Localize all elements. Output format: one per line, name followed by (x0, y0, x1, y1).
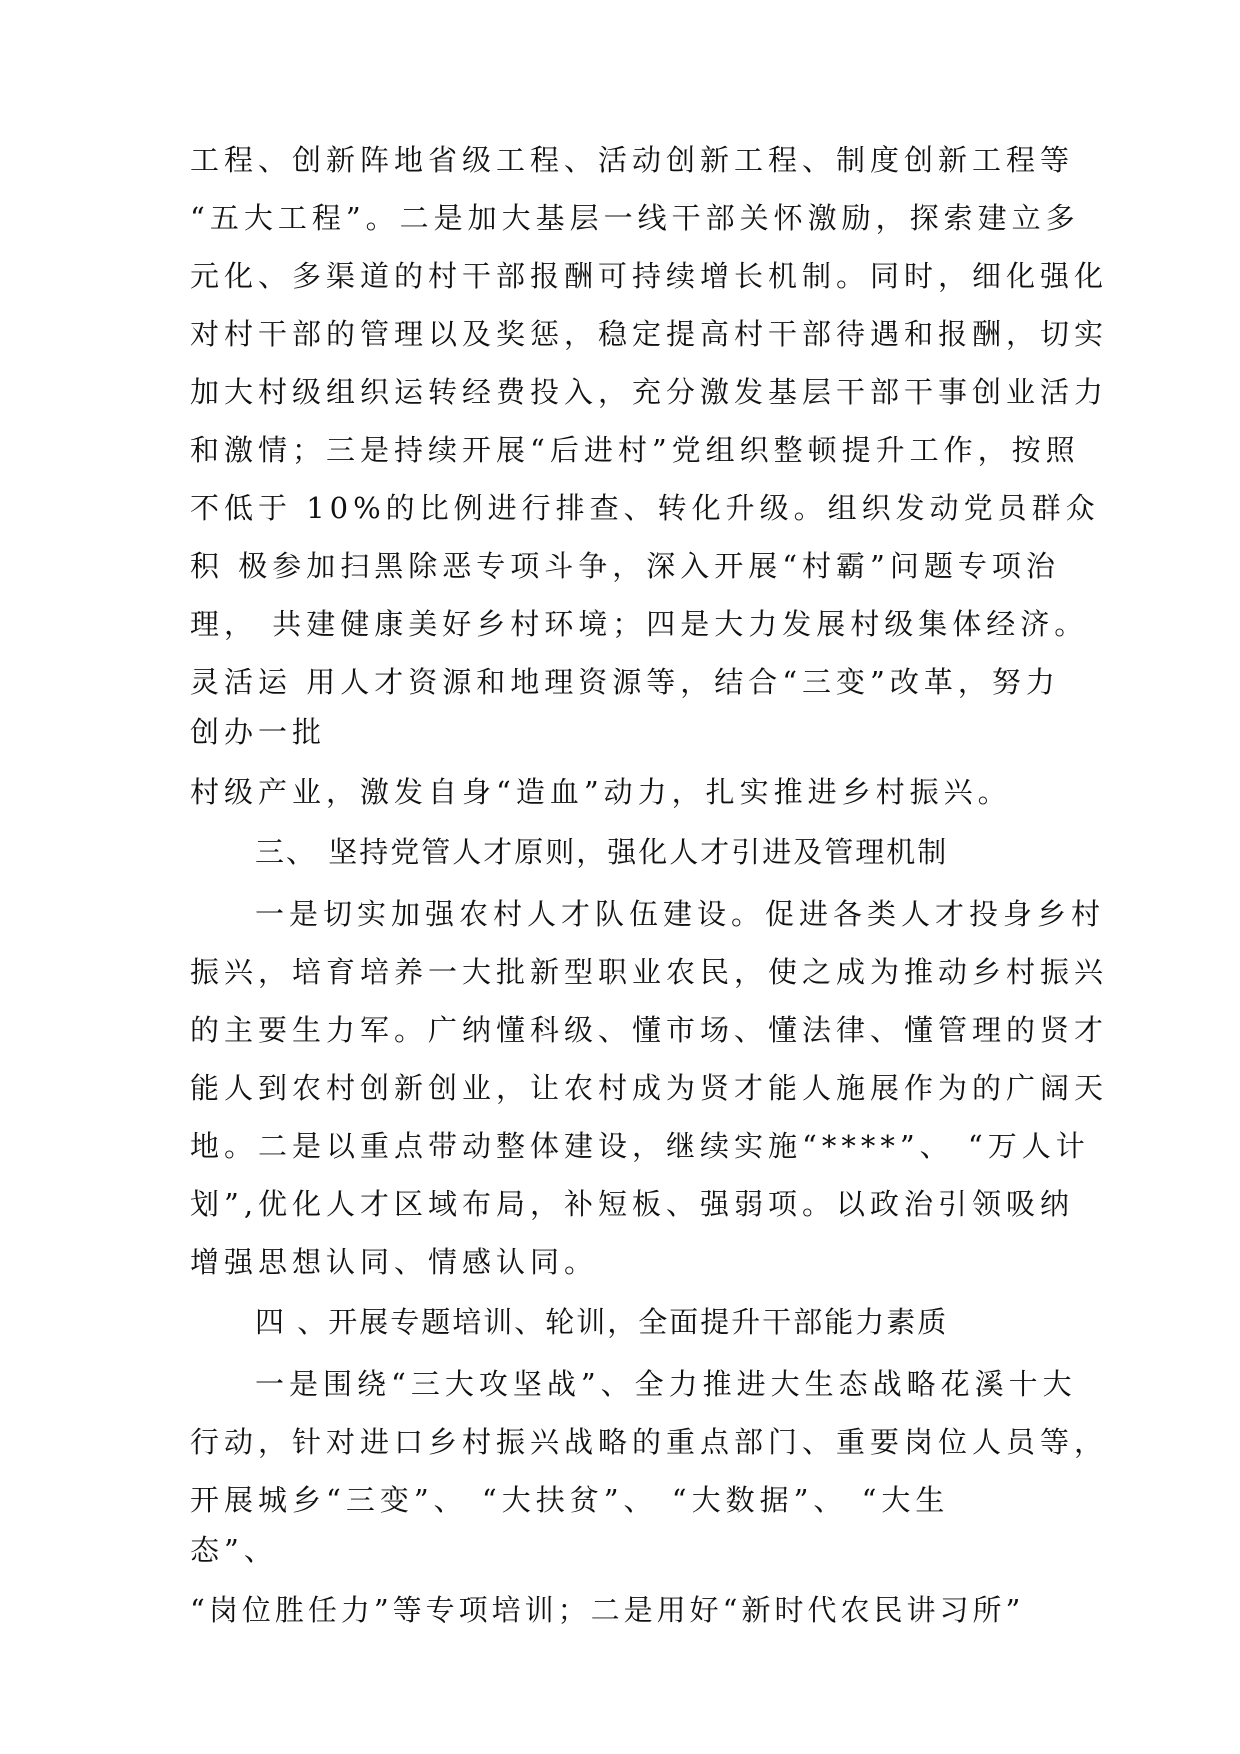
paragraph-line: 创办一批 (190, 715, 327, 749)
paragraph-line: 行动，针对进口乡村振兴战略的重点部门、重要岗位人员等， (190, 1425, 1109, 1459)
section-heading-3: 三、 坚持党管人才原则，强化人才引进及管理机制 (255, 835, 949, 869)
paragraph-line: 积 极参加扫黑除恶专项斗争，深入开展“村霸”问题专项治 (190, 549, 1060, 583)
paragraph-line: “五大工程”。二是加大基层一线干部关怀激励，探索建立多 (190, 201, 1080, 235)
paragraph-line: “岗位胜任力”等专项培训；二是用好“新时代农民讲习所” (190, 1593, 1025, 1627)
paragraph-line: 态”、 (190, 1533, 278, 1567)
paragraph-line: 元化、多渠道的村干部报酬可持续增长机制。同时，细化强化 (190, 259, 1109, 293)
paragraph-line: 和激情；三是持续开展“后进村”党组织整顿提升工作，按照 (190, 433, 1080, 467)
paragraph-line: 振兴，培育培养一大批新型职业农民，使之成为推动乡村振兴 (190, 955, 1109, 989)
paragraph-line: 理， 共建健康美好乡村环境；四是大力发展村级集体经济。 (190, 607, 1089, 641)
paragraph-line: 不低于 10%的比例进行排查、转化升级。组织发动党员群众 (190, 491, 1100, 525)
paragraph-line: 工程、创新阵地省级工程、活动创新工程、制度创新工程等 (190, 143, 1075, 177)
paragraph-line: 灵活运 用人才资源和地理资源等，结合“三变”改革，努力 (190, 665, 1060, 699)
paragraph-line: 一是围绕“三大攻坚战”、全力推进大生态战略花溪十大 (255, 1367, 1077, 1401)
paragraph-line: 开展城乡“三变”、 “大扶贫”、 “大数据”、 “大生 (190, 1483, 950, 1517)
paragraph-line: 地。二是以重点带动整体建设，继续实施“****”、 “万人计 (190, 1129, 1090, 1163)
paragraph-line: 能人到农村创新创业，让农村成为贤才能人施展作为的广阔天 (190, 1071, 1109, 1105)
section-heading-4: 四 、开展专题培训、轮训，全面提升干部能力素质 (255, 1305, 949, 1339)
paragraph-line: 加大村级组织运转经费投入，充分激发基层干部干事创业活力 (190, 375, 1109, 409)
paragraph-line: 对村干部的管理以及奖惩，稳定提高村干部待遇和报酬，切实 (190, 317, 1109, 351)
paragraph-line: 增强思想认同、情感认同。 (190, 1245, 599, 1279)
paragraph-line: 一是切实加强农村人才队伍建设。促进各类人才投身乡村 (255, 897, 1106, 931)
paragraph-line: 的主要生力军。广纳懂科级、懂市场、懂法律、懂管理的贤才 (190, 1013, 1109, 1047)
paragraph-line: 村级产业，激发自身“造血”动力，扎实推进乡村振兴。 (190, 775, 1012, 809)
paragraph-line: 划”,优化人才区域布局，补短板、强弱项。以政治引领吸纳 (190, 1187, 1075, 1221)
